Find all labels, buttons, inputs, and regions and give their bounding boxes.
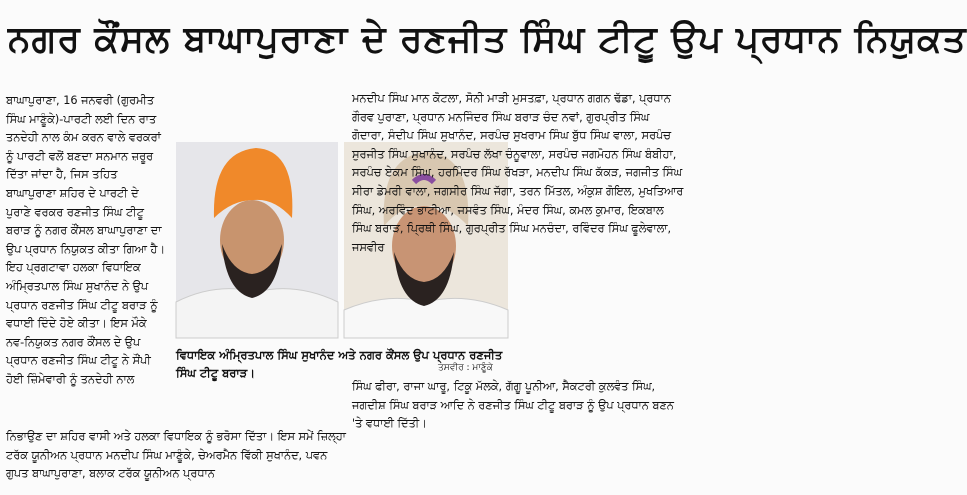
headline: ਨਗਰ ਕੌਂਸਲ ਬਾਘਾਪੁਰਾਣਾ ਦੇ ਰਣਜੀਤ ਸਿੰਘ ਟੀਟੂ ਉਪ ਪ੍ਰਧਾਨ ਨਿਯੁਕਤ — [8, 19, 967, 60]
article-text-left: ਬਾਘਾਪੁਰਾਣਾ, 16 ਜਨਵਰੀ (ਗੁਰਮੀਤ ਸਿੰਘ ਮਾਣੂੰਕੇ)-ਪਾਰਟੀ ਲਈ ਦਿਨ ਰਾਤ ਤਨਦੇਹੀ ਨਾਲ ਕੰਮ ਕਰਨ ਵਾਲੇ ਵਰਕਰਾਂ ਨੂੰ ਪਾਰਟੀ ਵਲੋਂ ਬਣਦਾ ਸਨਮਾਨ ਜ਼ਰੂਰ ਦਿੱਤਾ ਜਾਂਦਾ ਹੈ, ਜਿਸ ਤਹਿਤ ਬਾਘਾਪੁਰਾਣਾ ਸ਼ਹਿਰ ਦੇ ਪਾਰਟੀ ਦੇ ਪੁਰਾਣੇ ਵਰਕਰ ਰਣਜੀਤ ਸਿੰਘ ਟੀਟੂ ਬਰਾੜ ਨੂੰ ਨਗਰ ਕੌਂਸਲ ਬਾਘਾਪੁਰਾਣਾ ਦਾ ਉਪ ਪ੍ਰਧਾਨ ਨਿਯੁਕਤ ਕੀਤਾ ਗਿਆ ਹੈ। ਇਹ ਪ੍ਰਗਟਾਵਾ ਹਲਕਾ ਵਿਧਾਇਕ ਅੰਮ੍ਰਿਤਪਾਲ ਸਿੰਘ ਸੁਖਾਨੰਦ ਨੇ ਉਪ ਪ੍ਰਧਾਨ ਰਣਜੀਤ ਸਿੰਘ ਟੀਟੂ ਬਰਾੜ ਨੂੰ ਵਧਾਈ ਦਿੰਦੇ ਹੋਏ ਕੀਤਾ। ਇਸ ਮੌਕੇ ਨਵ-ਨਿਯੁਕਤ ਨਗਰ ਕੌਂਸਲ ਦੇ ਉਪ ਪ੍ਰਧਾਨ ਰਣਜੀਤ ਸਿੰਘ ਟੀਟੂ ਨੇ ਸੌਂਪੀ ਹੋਈ ਜ਼ਿੰਮੇਵਾਰੀ ਨੂੰ ਤਨਦੇਹੀ ਨਾਲ — [6, 94, 165, 386]
photo-caption: ਵਿਧਾਇਕ ਅੰਮ੍ਰਿਤਪਾਲ ਸਿੰਘ ਸੁਖਾਨੰਦ ਅਤੇ ਨਗਰ ਕੌਂਸਲ ਉਪ ਪ੍ਰਧਾਨ ਰਣਜੀਤ ਸਿੰਘ ਟੀਟੂ ਬਰਾੜ। — [176, 348, 503, 380]
article-text-bottom-right: ਸਿੰਘ ਫੀਰਾ, ਰਾਜਾ ਘਾਰੂ, ਟਿਕੂ ਮੱਲਕੇ, ਗੱਗੂ ਪੂਨੀਆ, ਸੈਕਟਰੀ ਕੁਲਵੰਤ ਸਿੰਘ, ਜਗਦੀਸ਼ ਸਿੰਘ ਬਰਾੜ ਆਦਿ ਨੇ ਰਣਜੀਤ ਸਿੰਘ ਟੀਟੂ ਬਰਾੜ ਨੂੰ ਉਪ ਪ੍ਰਧਾਨ ਬਣਨ 'ਤੇ ਵਧਾਈ ਦਿੱਤੀ। — [352, 380, 674, 431]
article-left-column — [6, 92, 166, 390]
article-bottom-right — [352, 378, 684, 434]
article-text-right: ਮਨਦੀਪ ਸਿੰਘ ਮਾਨ ਕੋਟਲਾ, ਸੋਨੀ ਮਾੜੀ ਮੁਸਤਫ਼ਾ, ਪ੍ਰਧਾਨ ਗਗਨ ਢੱਡਾ, ਪ੍ਰਧਾਨ ਗੌਰਵ ਪੁਰਾਣਾ, ਪ੍ਰਧਾਨ ਮਨਜਿੰਦਰ ਸਿੰਘ ਬਰਾੜ ਚੰਦ ਨਵਾਂ, ਗੁਰਪ੍ਰੀਤ ਸਿੰਘ ਗੋਦਾਰਾ, ਸੰਦੀਪ ਸਿੰਘ ਸੁਖਾਨੰਦ, ਸਰਪੰਚ ਸੁਖਰਾਮ ਸਿੰਘ ਬੁੱਧ ਸਿੰਘ ਵਾਲਾ, ਸਰਪੰਚ ਸੁਰਜੀਤ ਸਿੰਘ ਸੁਖਾਨੰਦ, ਸਰਪੰਚ ਲੱਖਾ ਚੰਨੂਵਾਲਾ, ਸਰਪੰਚ ਜਗਮੋਹਨ ਸਿੰਘ ਬੰਬੀਹਾ, ਸਰਪੰਚ ਏਕਮ ਸਿੰਘ, ਹਰਮਿੰਦਰ ਸਿੰਘ ਰੱਖੜਾ, ਮਨਦੀਪ ਸਿੰਘ ਕੱਕੜ, ਜਗਜੀਤ ਸਿੰਘ ਸੀਰਾ ਡੇਮਰੀ ਵਾਲਾ, ਜਗਸੀਰ ਸਿੰਘ ਜੱਗਾ, ਤਰਨ ਮਿੱਤਲ, ਅੰਕੁਸ਼ ਗੋਇਲ, ਮੁਖਤਿਆਰ ਸਿੰਘ, ਅਰਵਿੰਦ ਭਾਟੀਆ, ਜਸਵੰਤ ਸਿੰਘ, ਮੰਦਰ ਸਿੰਘ, ਕਮਲ ਕੁਮਾਰ, ਇਕਬਾਲ ਸਿੰਘ ਬਰਾੜ, ਪ੍ਰਿਥੀ ਸਿੰਘ, ਗੁਰਪ੍ਰੀਤ ਸਿੰਘ ਮਨਚੰਦਾ, ਰਵਿੰਦਰ ਸਿੰਘ ਫੂਲੇਵਾਲਾ, ਜਸਵੀਰ — [352, 92, 684, 254]
photo-credit: ਤਸਵੀਰ : ਮਾਣੂੰਕੇ — [438, 363, 493, 373]
article-text-bottom-left: ਨਿਭਾਉਣ ਦਾ ਸ਼ਹਿਰ ਵਾਸੀ ਅਤੇ ਹਲਕਾ ਵਿਧਾਇਕ ਨੂੰ ਭਰੋਸਾ ਦਿੱਤਾ। ਇਸ ਸਮੇਂ ਜ਼ਿਲ੍ਹਾ ਟਰੱਕ ਯੂਨੀਅਨ ਪ੍ਰਧਾਨ ਮਨਦੀਪ ਸਿੰਘ ਮਾਣੂੰਕੇ, ਚੇਅਰਮੈਨ ਵਿੱਕੀ ਸੁਖਾਨੰਦ, ਪਵਨ ਗੁਪਤ ਬਾਘਾਪੁਰਾਣਾ, ਬਲਾਕ ਟਰੱਕ ਯੂਨੀਅਨ ਪ੍ਰਧਾਨ — [6, 430, 346, 481]
article-right-column — [352, 90, 684, 257]
article-bottom-left — [6, 428, 346, 484]
